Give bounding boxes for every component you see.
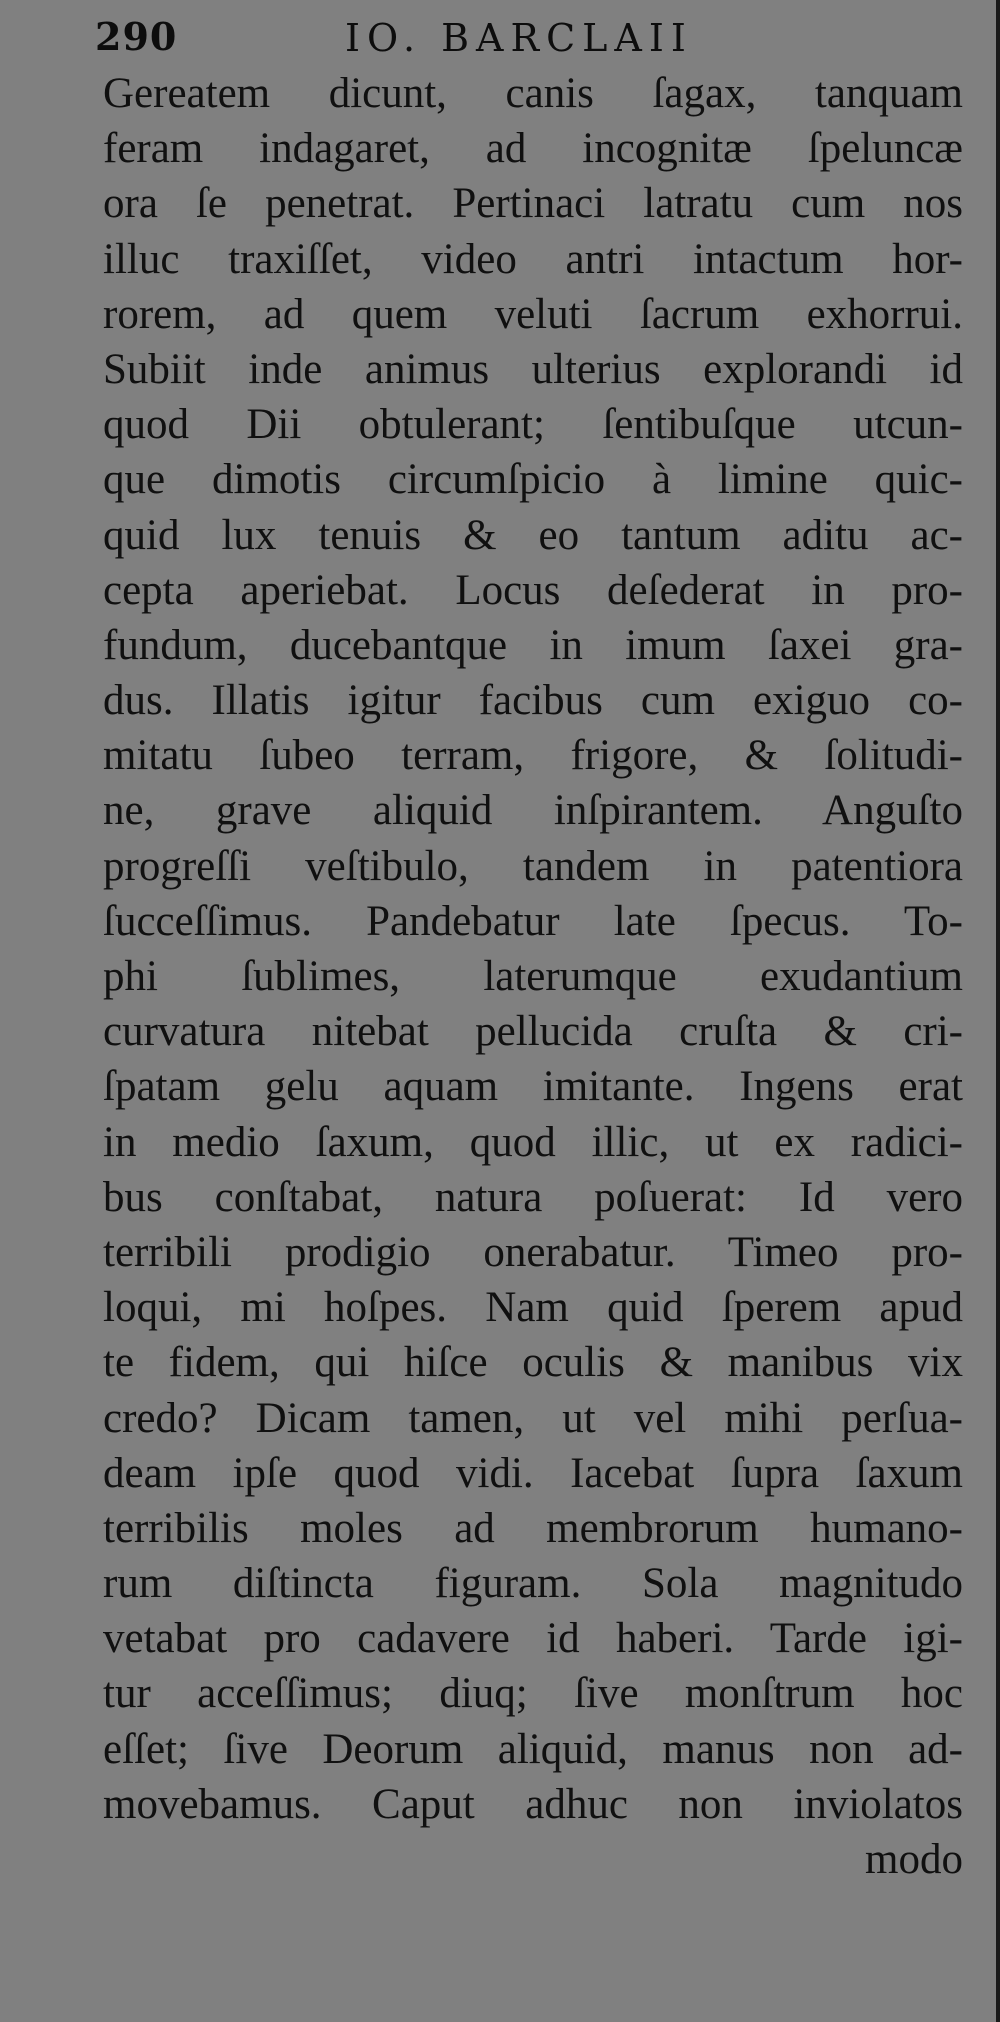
text-line: loqui, mi hoſpes. Nam quid ſperem apud [103, 1284, 963, 1332]
text-line: tur acceſſimus; diuq; ſive monſtrum hoc [103, 1670, 963, 1718]
text-line: bus conſtabat, natura poſuerat: Id vero [103, 1173, 963, 1221]
text-line: mitatu ſubeo terram, frigore, & ſolitudi- [103, 732, 963, 780]
text-line: credo? Dicam tamen, ut vel mihi perſua- [103, 1394, 963, 1442]
text-line: progreſſi veſtibulo, tandem in patentiora [103, 842, 963, 890]
text-line: que dimotis circumſpicio à limine quic- [103, 456, 963, 504]
text-line: ne, grave aliquid inſpirantem. Anguſto [103, 787, 963, 835]
text-line: eſſet; ſive Deorum aliquid, manus non ad- [103, 1725, 963, 1773]
text-line: vetabat pro cadavere id haberi. Tarde igi- [103, 1615, 963, 1663]
text-line: phi ſublimes, laterumque exudantium [103, 953, 963, 1000]
text-line: terribilis moles ad membrorum humano- [103, 1504, 963, 1552]
text-line: Subiit inde animus ulterius explorandi id [103, 345, 963, 393]
text-line: feram indagaret, ad incognitæ ſpeluncæ [103, 125, 963, 173]
text-line: terribili prodigio onerabatur. Timeo pro- [103, 1228, 963, 1276]
text-line: fundum, ducebantque in imum ſaxei gra- [103, 621, 963, 669]
text-line: quod Dii obtulerant; ſentibuſque utcun- [103, 401, 963, 449]
text-line: quid lux tenuis & eo tantum aditu ac- [103, 511, 963, 559]
text-line: in medio ſaxum, quod illic, ut ex radici- [103, 1118, 963, 1166]
text-line: rum diſtincta figuram. Sola magnitudo [103, 1560, 963, 1608]
catchword: modo [865, 1836, 963, 1883]
text-line: dus. Illatis igitur facibus cum exiguo co- [103, 677, 963, 725]
page-edge-rule [996, 0, 1000, 2022]
page-header [95, 14, 735, 74]
text-line: rorem, ad quem veluti ſacrum exhorrui. [103, 290, 963, 338]
running-head: IO. BARCLAII [345, 16, 693, 60]
body-text [103, 66, 963, 1887]
text-line: cepta aperiebat. Locus deſederat in pro- [103, 566, 963, 614]
text-line: movebamus. Caput adhuc non inviolatos [103, 1780, 963, 1828]
text-line: ſucceſſimus. Pandebatur late ſpecus. To- [103, 897, 963, 945]
text-line: ſpatam gelu aquam imitante. Ingens erat [103, 1063, 963, 1111]
text-line: deam ipſe quod vidi. Iacebat ſupra ſaxum [103, 1449, 963, 1497]
text-line: Gereatem dicunt, canis ſagax, tanquam [103, 70, 963, 117]
page-number: 290 [95, 14, 178, 59]
text-line: illuc traxiſſet, video antri intactum hor- [103, 235, 963, 283]
text-line: ora ſe penetrat. Pertinaci latratu cum nos [103, 180, 963, 228]
text-line: te fidem, qui hiſce oculis & manibus vix [103, 1339, 963, 1387]
text-line: curvatura nitebat pellucida cruſta & cri- [103, 1008, 963, 1056]
